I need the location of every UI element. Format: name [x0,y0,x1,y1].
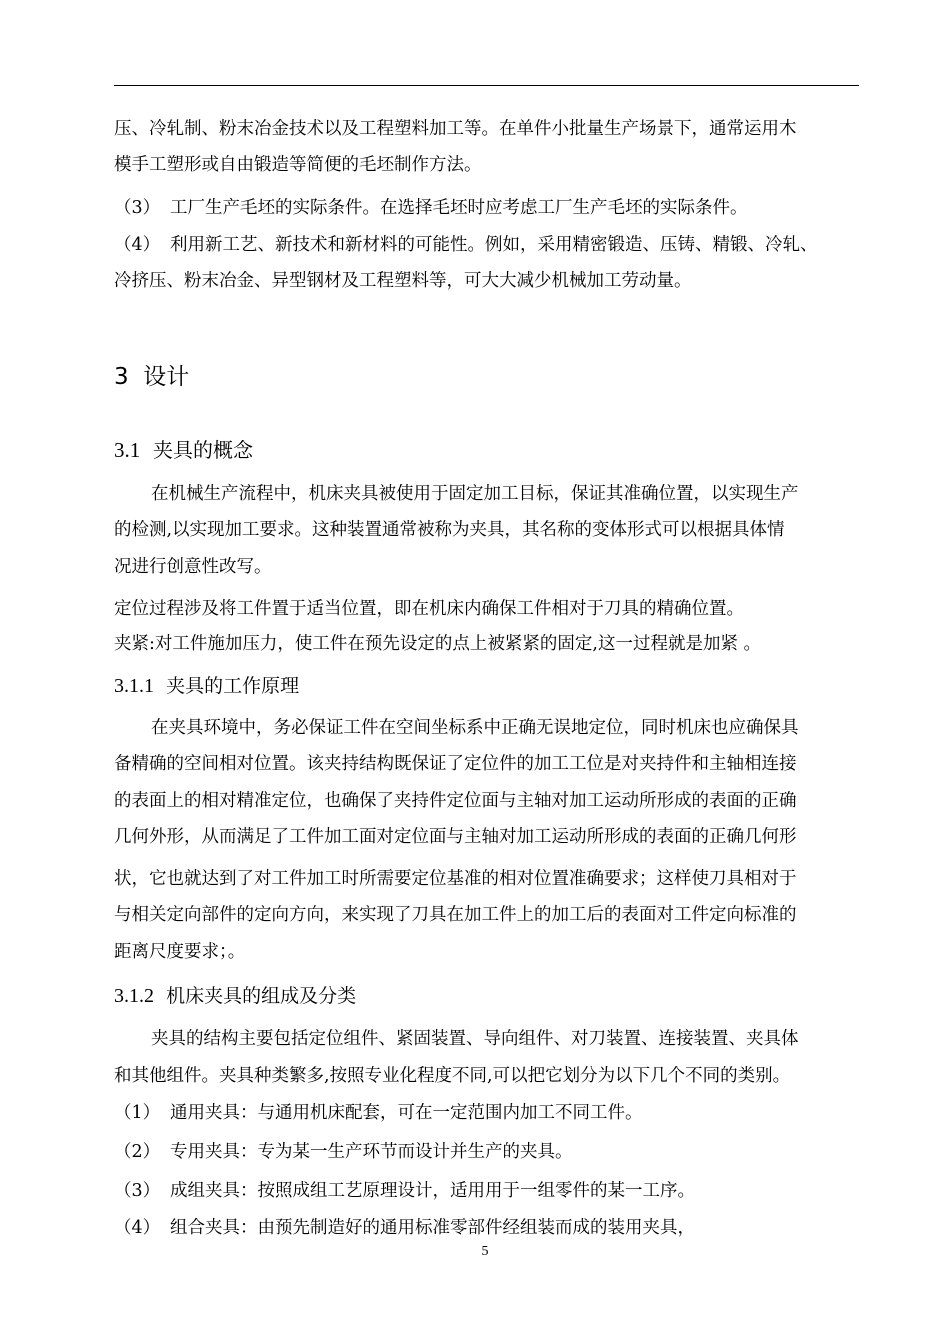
subsection-title: 夹具的工作原理 [166,675,300,697]
chapter-heading [114,362,189,392]
body-line: 的表面上的相对精准定位，也确保了夹持件定位面与主轴对加工运动所形成的表面的正确 [114,791,797,811]
body-line: 距离尺度要求；。 [114,942,246,962]
subsection-number: 3.1.2 [114,985,154,1007]
body-line: 定位过程涉及将工件置于适当位置，即在机床内确保工件相对于刀具的精确位置。 [114,599,744,619]
section-title: 夹具的概念 [152,438,253,462]
list-number: （3） [114,198,161,218]
body-line: 压、冷轧制、粉末冶金技术以及工程塑料加工等。在单件小批量生产场景下，通常运用木 [114,119,797,139]
list-item [114,1216,859,1240]
body-line: 冷挤压、粉末冶金、异型钢材及工程塑料等，可大大减少机械加工劳动量。 [114,271,692,291]
list-text: 成组夹具：按照成组工艺原理设计，适用用于一组零件的某一工序。 [170,1181,695,1201]
list-number: （4） [114,1218,161,1238]
list-text: 专用夹具：专为某一生产环节而设计并生产的夹具。 [170,1142,573,1162]
body-line: 夹紧:对工件施加压力，使工件在预先设定的点上被紧紧的固定,这一过程就是加紧 。 [114,634,762,654]
list-text: 组合夹具：由预先制造好的通用标准零部件经组装而成的装用夹具， [170,1218,695,1238]
page-number: 5 [481,1244,489,1259]
body-line: 在机械生产流程中，机床夹具被使用于固定加工目标，保证其准确位置，以实现生产 [151,484,799,504]
list-number: （2） [114,1142,161,1162]
body-line: 几何外形，从而满足了工件加工面对定位面与主轴对加工运动所形成的表面的正确几何形 [114,827,797,847]
header-rule [114,85,859,86]
section-heading [114,436,253,464]
list-item [114,233,859,257]
chapter-number: 3 [114,364,129,390]
list-text: 利用新工艺、新技术和新材料的可能性。例如，采用精密锻造、压铸、精锻、冷轧、 [170,235,818,255]
body-line: 模手工塑形或自由锻造等简便的毛坯制作方法。 [114,155,482,175]
list-item [114,1179,859,1203]
section-number: 3.1 [114,438,141,462]
subsection-title: 机床夹具的组成及分类 [166,985,357,1007]
body-line: 状，它也就达到了对工件加工时所需要定位基准的相对位置准确要求；这样使刀具相对于 [114,869,797,889]
list-item [114,1140,859,1164]
subsection-number: 3.1.1 [114,675,154,697]
body-line: 与相关定向部件的定向方向，来实现了刀具在加工件上的加工后的表面对工件定向标准的 [114,905,797,925]
body-line: 在夹具环境中，务必保证工件在空间坐标系中正确无误地定位，同时机床也应确保具 [151,718,799,738]
list-number: （1） [114,1103,161,1123]
list-text: 工厂生产毛坯的实际条件。在选择毛坯时应考虑工厂生产毛坯的实际条件。 [170,198,748,218]
list-text: 通用夹具：与通用机床配套，可在一定范围内加工不同工件。 [170,1103,643,1123]
chapter-title: 设计 [143,364,190,390]
subsection-heading [114,673,299,699]
list-item [114,196,859,220]
body-line: 况进行创意性改写。 [114,557,272,577]
body-line: 和其他组件。夹具种类繁多,按照专业化程度不同,可以把它划分为以下几个不同的类别。 [114,1066,791,1086]
subsection-heading [114,983,356,1009]
list-item [114,1101,859,1125]
list-number: （3） [114,1181,161,1201]
body-line: 的检测,以实现加工要求。这种装置通常被称为夹具，其名称的变体形式可以根据具体情 [114,520,785,540]
list-number: （4） [114,235,161,255]
body-line: 备精确的空间相对位置。该夹持结构既保证了定位件的加工工位是对夹持件和主轴相连接 [114,754,797,774]
body-line: 夹具的结构主要包括定位组件、紧固装置、导向组件、对刀装置、连接装置、夹具体 [151,1029,799,1049]
